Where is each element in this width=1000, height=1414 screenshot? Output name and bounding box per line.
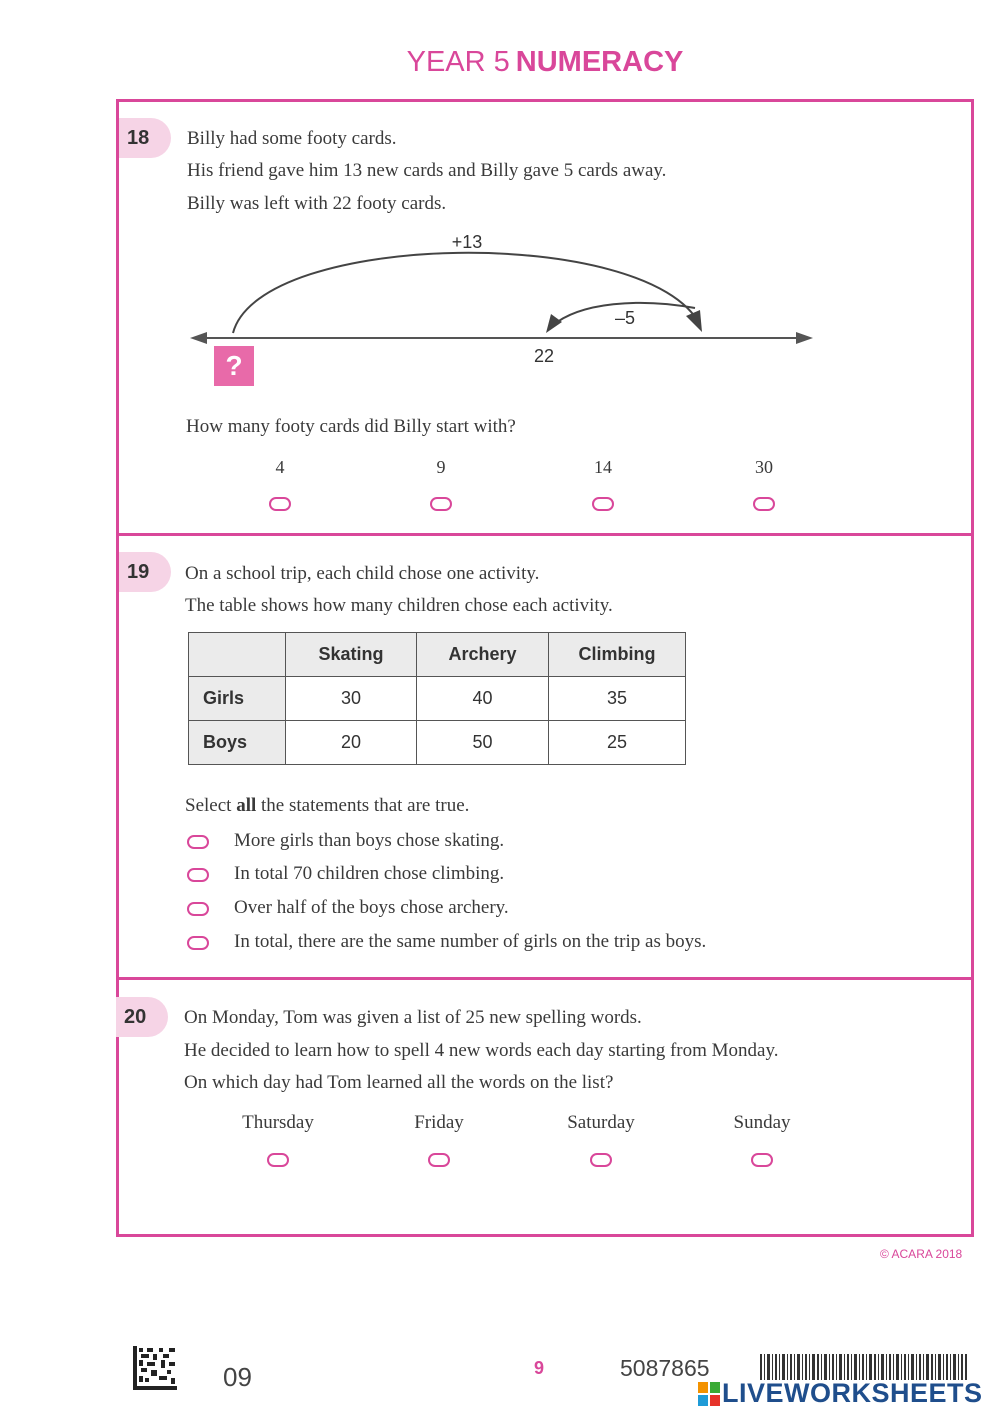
q20-line-3: On which day had Tom learned all the words on the list? (184, 1072, 614, 1093)
document-id: 5087865 (620, 1355, 710, 1381)
q19-line-2: The table shows how many children chose each activity. (185, 595, 613, 616)
page-code: 09 (223, 1362, 252, 1392)
question-number-20: 20 (116, 997, 168, 1037)
table-cell: 35 (549, 677, 686, 721)
divider-18-19 (116, 533, 974, 536)
q18-option-bubble-3[interactable] (592, 497, 614, 511)
q20-option-label-3: Saturday (567, 1112, 635, 1133)
table-cell: 20 (286, 721, 417, 765)
table-row-label: Boys (189, 721, 286, 765)
liveworksheets-logo-icon (698, 1382, 720, 1406)
q19-statement-bubble-4[interactable] (187, 936, 209, 950)
liveworksheets-logo-text: LIVEWORKSHEETS (722, 1378, 983, 1408)
q20-option-bubble-3[interactable] (590, 1153, 612, 1167)
minus-5-arrowhead (546, 314, 562, 333)
q18-line-2: His friend gave him 13 new cards and Billy gave 5 cards away. (187, 160, 667, 181)
q19-statement-3: Over half of the boys chose archery. (234, 897, 509, 918)
question-number-18: 18 (119, 118, 171, 158)
q20-option-label-2: Friday (414, 1112, 464, 1133)
q18-question: How many footy cards did Billy start with? (186, 416, 516, 437)
plus-13-arrowhead (686, 310, 702, 332)
page-number: 9 (534, 1358, 545, 1378)
q19-statement-2: In total 70 children chose climbing. (234, 863, 505, 884)
q18-option-bubble-4[interactable] (753, 497, 775, 511)
number-line-left-arrow (190, 332, 207, 344)
plus-13-label: +13 (451, 232, 483, 252)
q19-statement-4: In total, there are the same number of girls on the trip as boys. (234, 931, 707, 952)
table-row (189, 721, 686, 765)
q19-statement-1: More girls than boys chose skating. (234, 830, 505, 851)
table-header-cell: Climbing (549, 633, 686, 677)
minus-5-label: –5 (614, 308, 636, 328)
q18-option-label-3: 14 (594, 457, 612, 477)
table-row (189, 677, 686, 721)
q18-line-1: Billy had some footy cards. (187, 128, 397, 149)
q20-option-bubble-2[interactable] (428, 1153, 450, 1167)
q19-statement-bubble-1[interactable] (187, 835, 209, 849)
q20-option-bubble-4[interactable] (751, 1153, 773, 1167)
copyright-text: © ACARA 2018 (880, 1247, 963, 1261)
table-header-cell (189, 633, 286, 677)
table-cell: 25 (549, 721, 686, 765)
table-header-cell: Skating (286, 633, 417, 677)
q18-option-label-1: 4 (275, 457, 285, 477)
q20-option-label-4: Sunday (733, 1112, 791, 1133)
table-cell: 40 (417, 677, 549, 721)
page-title: YEAR 5 NUMERACY (406, 46, 684, 78)
q19-statement-bubble-2[interactable] (187, 868, 209, 882)
barcode (760, 1354, 970, 1380)
activity-table (188, 632, 686, 765)
end-value-label: 22 (533, 346, 555, 366)
number-line-diagram (0, 0, 1000, 420)
q20-line-2: He decided to learn how to spell 4 new words each day starting from Monday. (184, 1040, 779, 1061)
q19-line-1: On a school trip, each child chose one activity. (185, 563, 540, 584)
q19-statement-bubble-3[interactable] (187, 902, 209, 916)
number-line-right-arrow (796, 332, 813, 344)
q18-option-label-2: 9 (436, 457, 446, 477)
q19-prompt: Select all the statements that are true. (185, 795, 470, 816)
q18-option-label-4: 30 (755, 457, 773, 477)
q18-option-bubble-1[interactable] (269, 497, 291, 511)
q20-option-label-1: Thursday (242, 1112, 314, 1133)
datamatrix-code (133, 1346, 177, 1390)
unknown-start-box: ? (214, 346, 254, 386)
table-cell: 30 (286, 677, 417, 721)
q20-option-bubble-1[interactable] (267, 1153, 289, 1167)
table-header-cell: Archery (417, 633, 549, 677)
table-header-row (189, 633, 686, 677)
q20-line-1: On Monday, Tom was given a list of 25 new spelling words. (184, 1007, 642, 1028)
question-number-19: 19 (119, 552, 171, 592)
q18-option-bubble-2[interactable] (430, 497, 452, 511)
q18-line-3: Billy was left with 22 footy cards. (187, 193, 447, 214)
table-row-label: Girls (189, 677, 286, 721)
divider-19-20 (116, 977, 974, 980)
table-cell: 50 (417, 721, 549, 765)
